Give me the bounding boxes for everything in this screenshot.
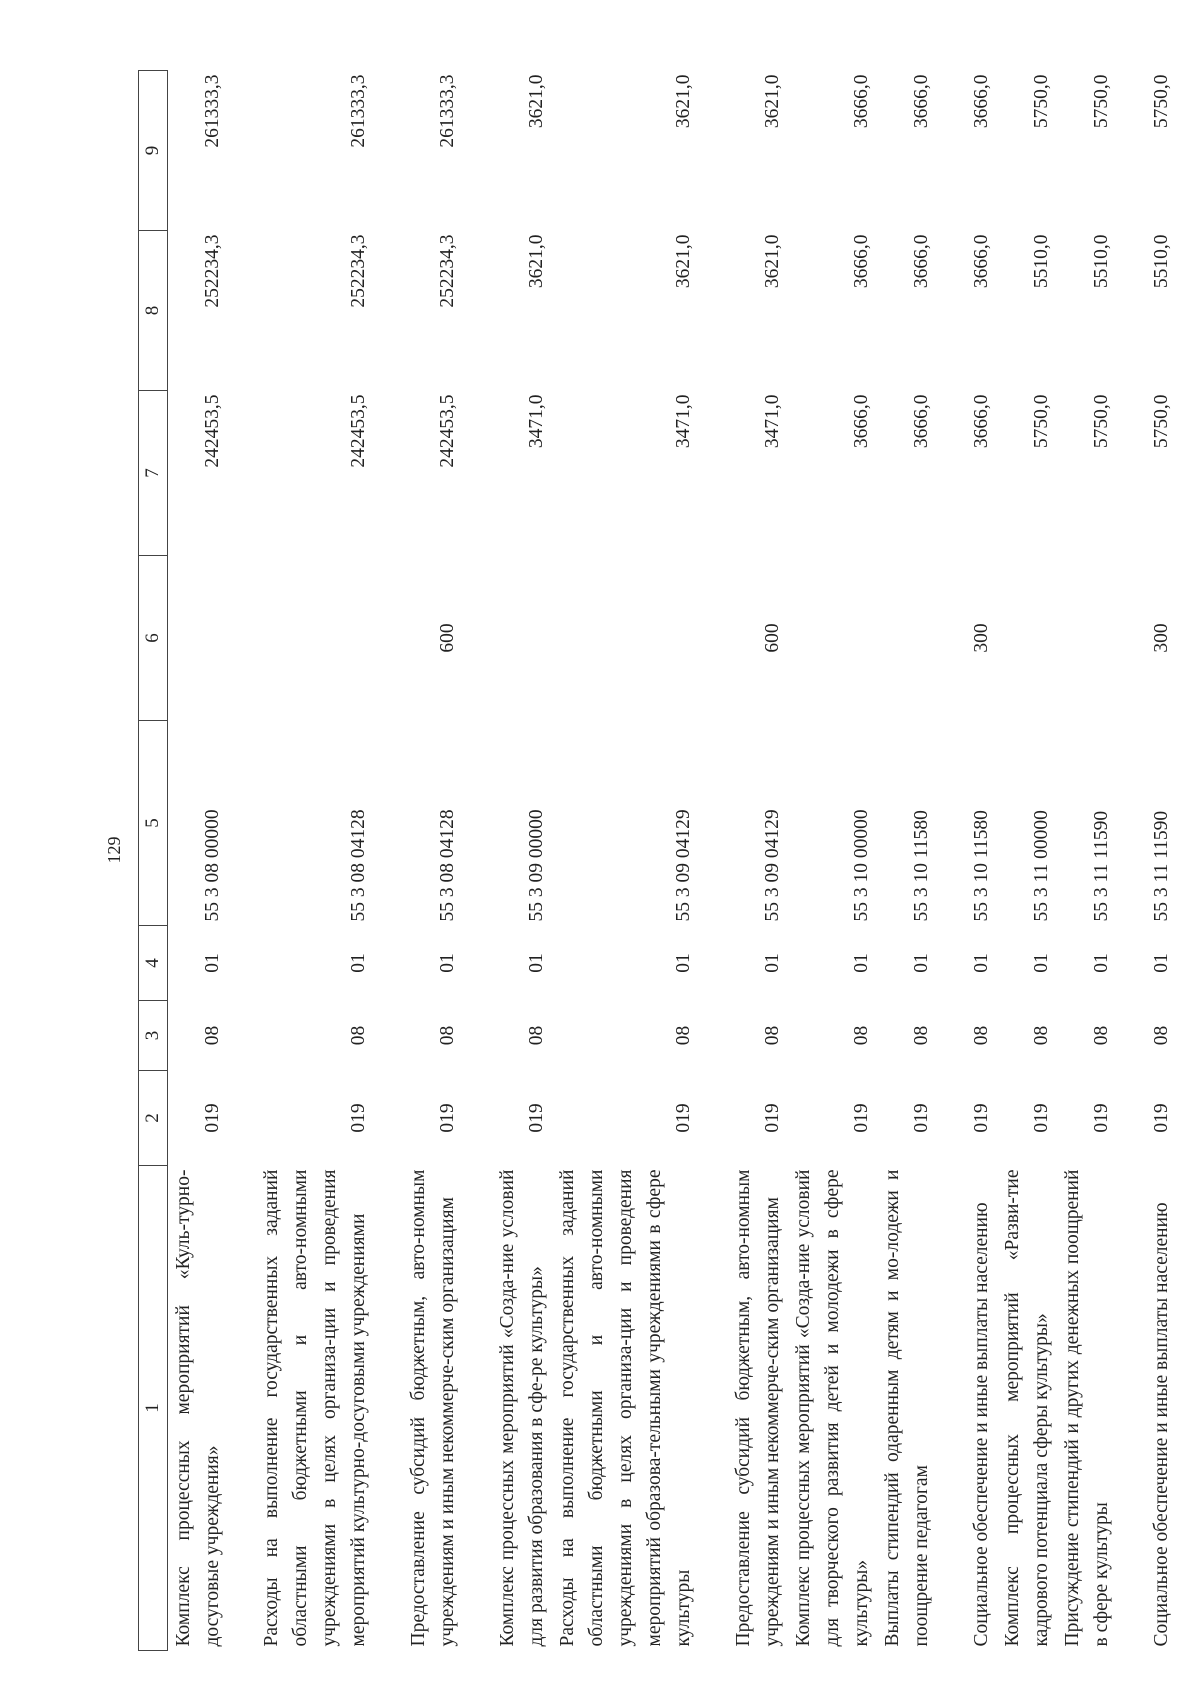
ministry-code: 019 <box>1151 1103 1172 1133</box>
rotated-table-container <box>138 71 1172 1651</box>
table-row <box>1117 71 1177 1651</box>
table-row <box>788 71 877 1651</box>
amount-year-2: 5510,0 <box>1031 234 1052 289</box>
expense-type-code: 600 <box>437 623 458 653</box>
row-name: Предоставление субсидий бюджетным, авто-номным учреждениям и иным некоммерче-ским организациям <box>408 1169 458 1647</box>
amount-year-1: 3471,0 <box>762 394 783 449</box>
ministry-code: 019 <box>437 1103 458 1133</box>
table-row <box>997 71 1057 1651</box>
amount-year-2: 3666,0 <box>971 234 992 289</box>
expense-type-code <box>1057 556 1117 721</box>
row-name: Комплекс процессных мероприятий «Куль-турно-досуговые учреждения» <box>173 1169 223 1647</box>
column-header: 2 <box>139 1071 168 1166</box>
ministry-code: 019 <box>762 1103 783 1133</box>
column-header: 3 <box>139 1001 168 1071</box>
ministry-code: 019 <box>673 1103 694 1133</box>
row-name: Комплекс процессных мероприятий «Созда-ние условий для развития образования в сфе-ре культуры» <box>497 1169 547 1647</box>
target-article-code: 55 3 08 00000 <box>202 809 223 922</box>
row-name: Расходы на выполнение государственных заданий областными бюджетными и авто-номными учреждениями в целях организа-ции и проведения мероприятий культурно-досуговыми учреждениями <box>261 1169 369 1647</box>
row-name: Предоставление субсидий бюджетным, авто-номным учреждениям и иным некоммерче-ским организациям <box>733 1169 783 1647</box>
ministry-code: 019 <box>348 1103 369 1133</box>
section-code: 08 <box>1091 1025 1112 1046</box>
amount-year-3: 3666,0 <box>911 74 932 129</box>
amount-year-2: 3666,0 <box>911 234 932 289</box>
subsection-code: 01 <box>762 953 783 973</box>
expense-type-code <box>788 556 877 721</box>
section-code: 08 <box>526 1025 547 1046</box>
subsection-code: 01 <box>202 953 223 973</box>
amount-year-3: 261333,3 <box>437 74 458 148</box>
subsection-code: 01 <box>437 953 458 973</box>
target-article-code: 55 3 11 11590 <box>1151 810 1172 922</box>
table-row <box>374 71 463 1651</box>
section-code: 08 <box>971 1025 992 1046</box>
amount-year-1: 5750,0 <box>1031 394 1052 449</box>
section-code: 08 <box>911 1025 932 1046</box>
subsection-code: 01 <box>348 953 369 973</box>
page-number: 129 <box>104 836 124 864</box>
row-name: Присуждение стипендий и других денежных поощрений в сфере культуры <box>1062 1169 1112 1647</box>
target-article-code: 55 3 11 00000 <box>1031 810 1052 922</box>
amount-year-3: 5750,0 <box>1031 74 1052 129</box>
amount-year-2: 3621,0 <box>673 234 694 289</box>
table-row <box>463 71 552 1651</box>
row-name: Социальное обеспечение и иные выплаты населению <box>1151 1202 1172 1647</box>
subsection-code: 01 <box>1151 953 1172 973</box>
amount-year-2: 252234,3 <box>437 234 458 308</box>
amount-year-1: 3666,0 <box>851 394 872 449</box>
amount-year-2: 3666,0 <box>851 234 872 289</box>
column-header: 4 <box>139 926 168 1001</box>
expense-type-code: 300 <box>971 623 992 653</box>
section-code: 08 <box>1031 1025 1052 1046</box>
subsection-code: 01 <box>526 953 547 973</box>
table-row <box>877 71 937 1651</box>
table-row <box>699 71 788 1651</box>
amount-year-2: 5510,0 <box>1091 234 1112 289</box>
table-header-row <box>139 71 168 1651</box>
section-code: 08 <box>762 1025 783 1046</box>
row-name: Выплаты стипендий одаренным детям и мо-лодежи и поощрение педагогам <box>882 1169 932 1647</box>
amount-year-1: 5750,0 <box>1091 394 1112 449</box>
section-code: 08 <box>673 1025 694 1046</box>
table-row <box>1057 71 1117 1651</box>
row-name: Комплекс процессных мероприятий «Разви-тие кадрового потенциала сферы культуры» <box>1002 1169 1052 1647</box>
expense-type-code: 300 <box>1151 623 1172 653</box>
column-header: 9 <box>139 71 168 231</box>
amount-year-2: 252234,3 <box>348 234 369 308</box>
row-name: Социальное обеспечение и иные выплаты населению <box>971 1202 992 1647</box>
subsection-code: 01 <box>1031 953 1052 973</box>
amount-year-3: 261333,3 <box>202 74 223 148</box>
amount-year-3: 5750,0 <box>1091 74 1112 129</box>
column-header: 5 <box>139 721 168 926</box>
budget-table <box>138 70 1177 1651</box>
amount-year-1: 3666,0 <box>971 394 992 449</box>
section-code: 08 <box>437 1025 458 1046</box>
ministry-code: 019 <box>971 1103 992 1133</box>
amount-year-1: 3471,0 <box>673 394 694 449</box>
ministry-code: 019 <box>202 1103 223 1133</box>
column-header: 1 <box>139 1166 168 1651</box>
amount-year-3: 3621,0 <box>762 74 783 129</box>
amount-year-1: 3471,0 <box>526 394 547 449</box>
target-article-code: 55 3 08 04128 <box>437 809 458 922</box>
amount-year-2: 252234,3 <box>202 234 223 308</box>
amount-year-1: 3666,0 <box>911 394 932 449</box>
target-article-code: 55 3 10 11580 <box>911 810 932 922</box>
target-article-code: 55 3 09 04129 <box>762 809 783 922</box>
amount-year-2: 3621,0 <box>526 234 547 289</box>
amount-year-3: 3666,0 <box>971 74 992 129</box>
amount-year-1: 242453,5 <box>437 394 458 468</box>
amount-year-3: 261333,3 <box>348 74 369 148</box>
row-name: Расходы на выполнение государственных заданий областными бюджетными и авто-номными учреждениями в целях организа-ции и проведения мероприятий образова-тельными учреждениями в сфере культуры <box>557 1169 694 1647</box>
expense-type-code <box>552 556 699 721</box>
subsection-code: 01 <box>971 953 992 973</box>
expense-type-code <box>463 556 552 721</box>
ministry-code: 019 <box>526 1103 547 1133</box>
row-name: Комплекс процессных мероприятий «Созда-ние условий для творческого развития детей и молодежи в сфере культуры» <box>793 1169 872 1647</box>
amount-year-3: 3621,0 <box>526 74 547 129</box>
amount-year-1: 242453,5 <box>202 394 223 468</box>
table-row <box>937 71 997 1651</box>
section-code: 08 <box>851 1025 872 1046</box>
subsection-code: 01 <box>851 953 872 973</box>
amount-year-3: 5750,0 <box>1151 74 1172 129</box>
table-row <box>228 71 374 1651</box>
target-article-code: 55 3 11 11590 <box>1091 810 1112 922</box>
column-header: 7 <box>139 391 168 556</box>
target-article-code: 55 3 10 11580 <box>971 810 992 922</box>
section-code: 08 <box>348 1025 369 1046</box>
amount-year-2: 5510,0 <box>1151 234 1172 289</box>
subsection-code: 01 <box>911 953 932 973</box>
target-article-code: 55 3 09 00000 <box>526 809 547 922</box>
expense-type-code: 600 <box>762 623 783 653</box>
column-header: 6 <box>139 556 168 721</box>
expense-type-code <box>168 556 229 721</box>
amount-year-1: 5750,0 <box>1151 394 1172 449</box>
subsection-code: 01 <box>673 953 694 973</box>
target-article-code: 55 3 10 00000 <box>851 809 872 922</box>
expense-type-code <box>228 556 374 721</box>
table-row <box>168 71 229 1651</box>
expense-type-code <box>877 556 937 721</box>
amount-year-2: 3621,0 <box>762 234 783 289</box>
amount-year-3: 3621,0 <box>673 74 694 129</box>
ministry-code: 019 <box>1091 1103 1112 1133</box>
ministry-code: 019 <box>851 1103 872 1133</box>
expense-type-code <box>997 556 1057 721</box>
ministry-code: 019 <box>1031 1103 1052 1133</box>
section-code: 08 <box>1151 1025 1172 1046</box>
subsection-code: 01 <box>1091 953 1112 973</box>
amount-year-3: 3666,0 <box>851 74 872 129</box>
ministry-code: 019 <box>911 1103 932 1133</box>
amount-year-1: 242453,5 <box>348 394 369 468</box>
target-article-code: 55 3 09 04129 <box>673 809 694 922</box>
section-code: 08 <box>202 1025 223 1046</box>
table-row <box>552 71 699 1651</box>
column-header: 8 <box>139 231 168 391</box>
target-article-code: 55 3 08 04128 <box>348 809 369 922</box>
